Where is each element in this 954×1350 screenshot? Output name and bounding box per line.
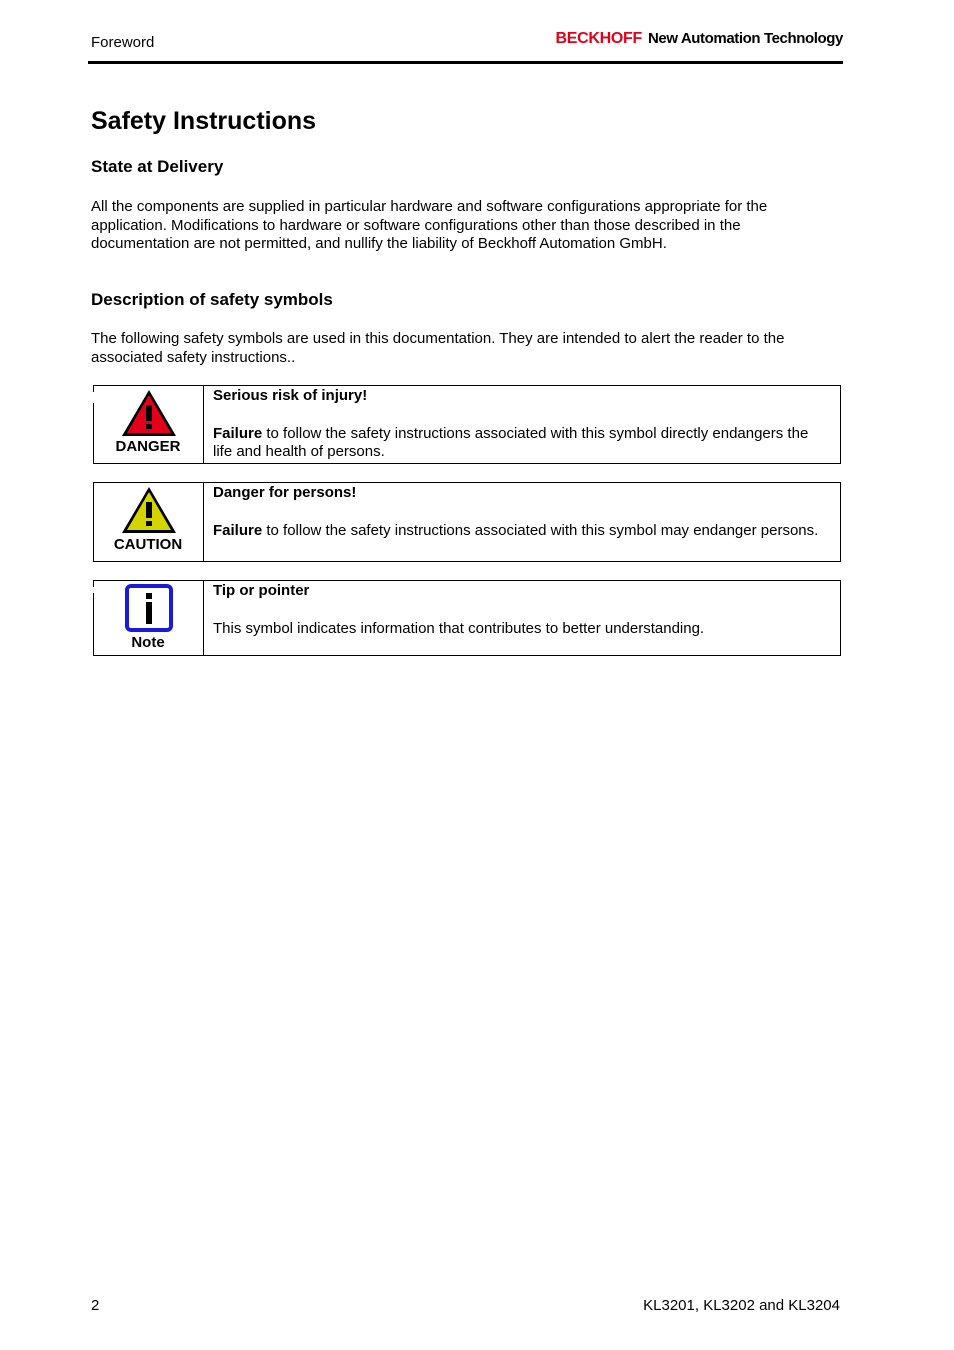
footer-product: KL3201, KL3202 and KL3204: [643, 1297, 840, 1314]
safety-symbols-intro: The following safety symbols are used in this documentation. They are intended to alert the reader to the associated safety instructions..: [91, 330, 785, 366]
safety-symbols-heading: Description of safety symbols: [91, 290, 333, 309]
warning-triangle-red-icon: [121, 389, 177, 437]
page-title: Safety Instructions: [91, 107, 317, 135]
note-symbol-cell: [93, 581, 204, 655]
danger-text: [213, 425, 830, 462]
warning-triangle-yellow-icon: [121, 486, 177, 534]
danger-description: [213, 386, 830, 462]
caution-label: CAUTION: [113, 536, 183, 553]
note-label: Note: [131, 634, 165, 651]
note-title: Tip or pointer: [213, 582, 310, 599]
caution-symbol-cell: [93, 483, 204, 561]
caution-title: Danger for persons!: [213, 484, 357, 501]
note-text: This symbol indicates information that contributes to better understanding.: [213, 619, 705, 637]
caution-text-rest: to follow the safety instructions associated with this symbol may endanger persons.: [262, 521, 819, 539]
danger-title: Serious risk of injury!: [213, 387, 368, 404]
caution-text: [213, 522, 830, 541]
info-note-icon: [125, 584, 173, 632]
header-section-title: Foreword: [91, 34, 155, 51]
caution-description: [213, 483, 830, 540]
note-description: [213, 581, 830, 638]
header-divider: [88, 61, 843, 64]
state-at-delivery-heading: State at Delivery: [91, 157, 224, 176]
caution-text-bold: Failure: [213, 521, 263, 539]
brand-name: BECKHOFF: [555, 30, 642, 47]
page-header: [88, 30, 843, 62]
danger-text-bold: Failure: [213, 424, 263, 442]
danger-symbol-cell: [93, 386, 204, 463]
note-symbol-box: [93, 580, 841, 656]
danger-symbol-box: [93, 385, 841, 464]
brand-slogan: New Automation Technology: [648, 30, 843, 47]
danger-label: DANGER: [115, 438, 181, 455]
caution-symbol-box: [93, 482, 841, 562]
brand-logo: [556, 30, 843, 48]
state-at-delivery-text: All the components are supplied in particular hardware and software configurations appropriate for the application. Modifications to hardware or software configurations other than those described in the documentation are not permitted, and nullify the liability of Beckhoff Automation GmbH.: [91, 198, 768, 252]
page-number: 2: [91, 1297, 100, 1314]
danger-text-rest: to follow the safety instructions associated with this symbol directly endangers the life and health of persons.: [213, 424, 809, 460]
